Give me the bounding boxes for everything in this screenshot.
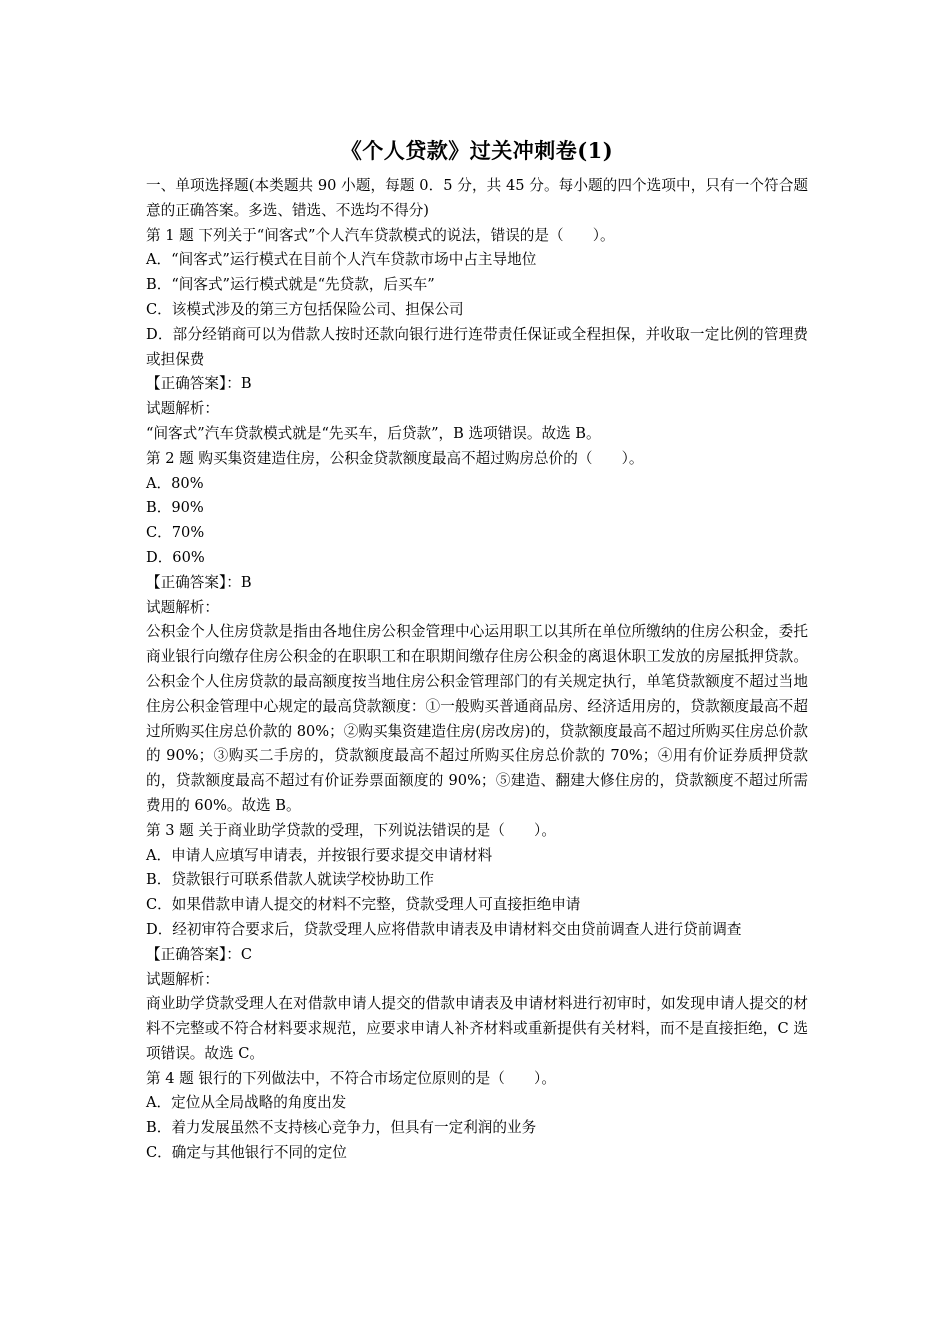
question-1-explanation-label: 试题解析： (146, 400, 219, 418)
question-4-option-a: A．定位从全局战略的角度出发 (146, 1094, 347, 1112)
question-1-option-c: C．该模式涉及的第三方包括保险公司、担保公司 (146, 300, 464, 318)
question-1-option-b: B．“间客式”运行模式就是“先贷款，后买车” (146, 276, 435, 294)
question-1-answer: 【正确答案】：B (146, 375, 252, 393)
question-3-explanation-label: 试题解析： (146, 970, 219, 988)
question-2-stem: 第 2 题 购买集资建造住房，公积金贷款额度最高不超过购房总价的（ ）。 (146, 449, 644, 467)
document-title: 《个人贷款》过关冲刺卷(1) (340, 138, 614, 163)
question-3-option-c: C．如果借款申请人提交的材料不完整，贷款受理人可直接拒绝申请 (146, 896, 581, 914)
question-4-stem: 第 4 题 银行的下列做法中，不符合市场定位原则的是（ ）。 (146, 1069, 556, 1087)
question-3-option-b: B．贷款银行可联系借款人就读学校协助工作 (146, 871, 435, 889)
question-4-option-b: B．着力发展虽然不支持核心竞争力，但具有一定利润的业务 (146, 1119, 537, 1137)
question-2-option-d: D．60% (146, 548, 205, 566)
question-1-stem: 第 1 题 下列关于“间客式”个人汽车贷款模式的说法，错误的是（ ）。 (146, 226, 615, 244)
question-2-option-b: B．90% (146, 499, 204, 517)
question-1-option-a: A．“间客式”运行模式在目前个人汽车贷款市场中占主导地位 (146, 251, 537, 269)
question-2-explanation-label: 试题解析： (146, 598, 219, 616)
question-2-explanation: 公积金个人住房贷款是指由各地住房公积金管理中心运用职工以其所在单位所缴纳的住房公积金，委托商业银行向缴存住房公积金的在职职工和在职期间缴存住房公积金的离退休职工发放的房屋抵押贷款。公积金个人住房贷款的最高额度按当地住房公积金管理部门的有关规定执行，单笔贷款额度不超过当地住房公积金管理中心规定的最高贷款额度：①一般购买普通商品房、经济适用房的，贷款额度最高不超过所购买住房总价款的 80%；②购买集资建造住房(房改房)的，贷款额度最高不超过所购买住房总价款的 90%；③购买二手房的，贷款额度最高不超过所购买住房总价款的 70%；④用有价证券质押贷款的，贷款额度最高不超过有价证券票面额度的 90%；⑤建造、翻建大修住房的，贷款额度不超过所需费用的 60%。故选 B。 (146, 623, 808, 814)
question-3-option-d: D．经初审符合要求后，贷款受理人应将借款申请表及申请材料交由贷前调查人进行贷前调查 (146, 920, 742, 938)
question-3-option-a: A．申请人应填写申请表，并按银行要求提交申请材料 (146, 846, 493, 864)
question-2-option-c: C．70% (146, 524, 205, 542)
question-4-option-c: C．确定与其他银行不同的定位 (146, 1144, 347, 1162)
question-1-explanation: “间客式”汽车贷款模式就是“先买车，后贷款”，B 选项错误。故选 B。 (146, 424, 601, 442)
question-2-answer: 【正确答案】：B (146, 573, 252, 591)
question-3-explanation: 商业助学贷款受理人在对借款申请人提交的借款申请表及申请材料进行初审时，如发现申请人提交的材料不完整或不符合材料要求规范，应要求申请人补齐材料或重新提供有关材料，而不是直接拒绝，C 选项错误。故选 C。 (146, 995, 808, 1062)
question-2-option-a: A．80% (146, 474, 204, 492)
document-page (146, 136, 808, 1166)
question-3-answer: 【正确答案】：C (146, 945, 253, 963)
question-3-stem: 第 3 题 关于商业助学贷款的受理，下列说法错误的是（ ）。 (146, 821, 556, 839)
question-1-option-d: D．部分经销商可以为借款人按时还款向银行进行连带责任保证或全程担保，并收取一定比例的管理费或担保费 (146, 325, 808, 368)
section-instructions: 一、单项选择题(本类题共 90 小题，每题 0．5 分，共 45 分。每小题的四个选项中，只有一个符合题意的正确答案。多选、错选、不选均不得分) (146, 177, 808, 219)
